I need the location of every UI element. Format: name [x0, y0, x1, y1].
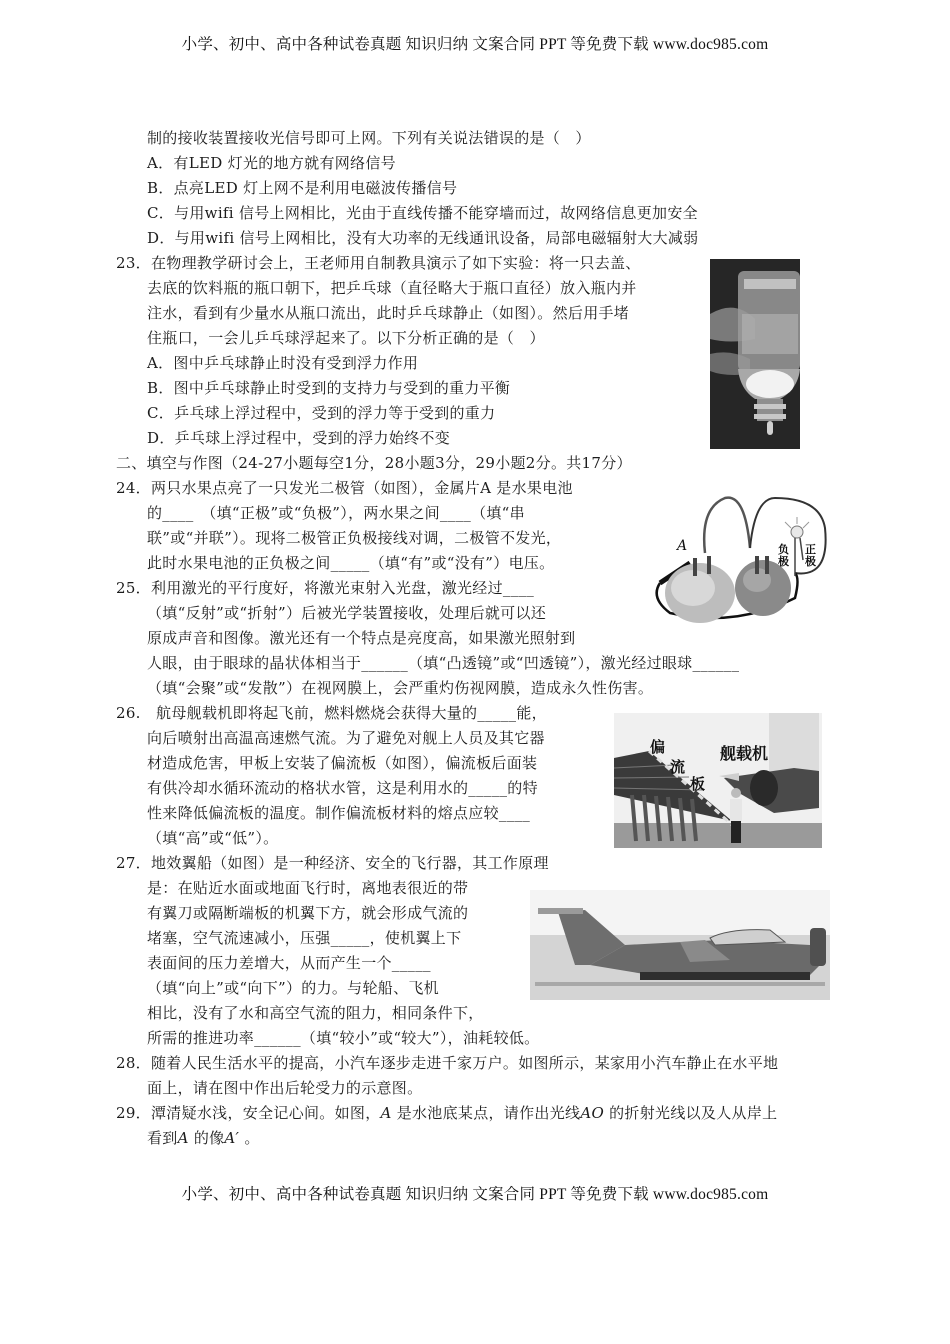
carrier-aircraft-label: 舰载机 — [720, 744, 769, 763]
point-a-symbol: A — [380, 1104, 392, 1122]
q29-text: 看到 — [147, 1129, 178, 1147]
deflector-label-char-1: 偏 — [650, 738, 666, 756]
q27-line-6: （填“向上”或“向下”）的力。与轮船、飞机 — [147, 979, 439, 997]
q22-option-a: A．有LED 灯光的地方就有网络信号 — [147, 154, 396, 172]
bottle-pingpong-image — [710, 259, 800, 449]
metal-plate-a-label: A — [677, 538, 688, 554]
negative-pole-label: 负极 — [778, 543, 789, 568]
q26-line-5: 性来降低偏流板的温度。制作偏流板材料的熔点应较____ — [147, 804, 531, 822]
ground-effect-vehicle-image — [530, 890, 830, 1000]
q27-line-4: 堵塞，空气流速减小，压强_____，使机翼上下 — [147, 929, 462, 947]
q27-line-1: 27．地效翼船（如图）是一种经济、安全的飞行器，其工作原理 — [116, 854, 549, 872]
q22-option-d: D．与用wifi 信号上网相比，没有大功率的无线通讯设备，局部电磁辐射大大减弱 — [147, 229, 699, 247]
q23-line-3: 注水，看到有少量水从瓶口流出，此时乒乓球静止（如图）。然后用手堵 — [147, 304, 630, 322]
q24-line-2: 的____ （填“正极”或“负极”），两水果之间____（填“串 — [147, 504, 525, 522]
bottle-pingpong-figure — [710, 259, 800, 449]
q29-text: 。 — [239, 1129, 260, 1147]
q22-stem: 制的接收装置接收光信号即可上网。下列有关说法错误的是（ ） — [147, 129, 591, 147]
page-header: 小学、初中、高中各种试卷真题 知识归纳 文案合同 PPT 等免费下载 www.doc985.com — [181, 36, 769, 53]
q25-line-3: 原成声音和图像。激光还有一个特点是亮度高，如果激光照射到 — [147, 629, 576, 647]
positive-pole-label: 正极 — [805, 543, 816, 568]
deflector-label-char-3: 板 — [690, 775, 706, 793]
q25-line-1: 25．利用激光的平行度好，将激光束射入光盘，激光经过____ — [116, 579, 535, 597]
ground-effect-vehicle-figure — [530, 890, 830, 1000]
q27-line-3: 有翼刀或隔断端板的机翼下方，就会形成气流的 — [147, 904, 469, 922]
q23-option-d: D．乒乓球上浮过程中，受到的浮力始终不变 — [147, 429, 451, 447]
q23-option-c: C．乒乓球上浮过程中，受到的浮力等于受到的重力 — [147, 404, 496, 422]
q24-line-1: 24．两只水果点亮了一只发光二极管（如图），金属片A 是水果电池 — [116, 479, 573, 497]
q25-line-5: （填“会聚”或“发散”）在视网膜上，会严重灼伤视网膜，造成永久性伤害。 — [147, 679, 654, 697]
q28-line-2: 面上，请在图中作出后轮受力的示意图。 — [147, 1079, 423, 1097]
section-2-title: 二、填空与作图（24-27小题每空1分，28小题3分，29小题2分。共17分） — [116, 454, 632, 472]
q26-line-6: （填“高”或“低”）。 — [147, 829, 279, 847]
fruit-battery-figure — [645, 488, 830, 623]
q23-option-a: A．图中乒乓球静止时没有受到浮力作用 — [147, 354, 419, 372]
q27-line-2: 是：在贴近水面或地面飞行时，离地表很近的带 — [147, 879, 469, 897]
q22-option-c: C．与用wifi 信号上网相比，光由于直线传播不能穿墙而过，故网络信息更加安全 — [147, 204, 698, 222]
jet-blast-deflector-figure — [614, 713, 822, 848]
point-a-symbol: A — [177, 1129, 189, 1147]
fruit-battery-image — [645, 488, 830, 623]
ray-ao-symbol: AO — [580, 1104, 605, 1122]
q23-line-4: 住瓶口，一会儿乒乓球浮起来了。以下分析正确的是（ ） — [147, 329, 545, 347]
q26-line-2: 向后喷射出高温高速燃气流。为了避免对舰上人员及其它器 — [147, 729, 545, 747]
page-footer: 小学、初中、高中各种试卷真题 知识归纳 文案合同 PPT 等免费下载 www.doc985.com — [181, 1186, 769, 1203]
q27-line-5: 表面间的压力差增大，从而产生一个_____ — [147, 954, 431, 972]
q26-line-4: 有供冷却水循环流动的格状水管，这是利用水的_____的特 — [147, 779, 538, 797]
q29-text: 29．潭清疑水浅，安全记心间。如图， — [116, 1104, 381, 1122]
q29-line-2 — [147, 1128, 260, 1148]
q23-option-b: B．图中乒乓球静止时受到的支持力与受到的重力平衡 — [147, 379, 511, 397]
q27-line-8: 所需的推进功率______（填“较小”或“较大”），油耗较低。 — [147, 1029, 540, 1047]
q29-text: 的折射光线以及人从岸上 — [604, 1104, 778, 1122]
q22-option-b: B．点亮LED 灯上网不是利用电磁波传播信号 — [147, 179, 458, 197]
q23-line-1: 23．在物理教学研讨会上，王老师用自制教具演示了如下实验：将一只去盖、 — [116, 254, 641, 272]
q23-line-2: 去底的饮料瓶的瓶口朝下，把乒乓球（直径略大于瓶口直径）放入瓶内并 — [147, 279, 637, 297]
q24-line-4: 此时水果电池的正负极之间_____（填“有”或“没有”）电压。 — [147, 554, 555, 572]
q27-line-7: 相比，没有了水和高空气流的阻力，相同条件下， — [147, 1004, 484, 1022]
deflector-label-char-2: 流 — [670, 758, 686, 776]
q29-line-1 — [116, 1103, 777, 1123]
image-a-prime-symbol: A′ — [224, 1129, 240, 1147]
q25-line-4: 人眼，由于眼球的晶状体相当于______（填“凸透镜”或“凹透镜”），激光经过眼球______ — [147, 654, 740, 672]
q29-text: 的像 — [188, 1129, 225, 1147]
q24-line-3: 联”或“并联”）。现将二极管正负极接线对调，二极管不发光， — [147, 529, 562, 547]
jet-blast-deflector-image — [614, 713, 822, 848]
q28-line-1: 28．随着人民生活水平的提高，小汽车逐步走进千家万户。如图所示，某家用小汽车静止在水平地 — [116, 1054, 779, 1072]
q26-line-3: 材造成危害，甲板上安装了偏流板（如图），偏流板后面装 — [147, 754, 538, 772]
q25-line-2: （填“反射”或“折射”）后被光学装置接收，处理后就可以还 — [147, 604, 547, 622]
q26-line-1: 26. 航母舰载机即将起飞前，燃料燃烧会获得大量的_____能， — [116, 704, 547, 722]
q29-text: 是水池底某点，请作出光线 — [391, 1104, 581, 1122]
